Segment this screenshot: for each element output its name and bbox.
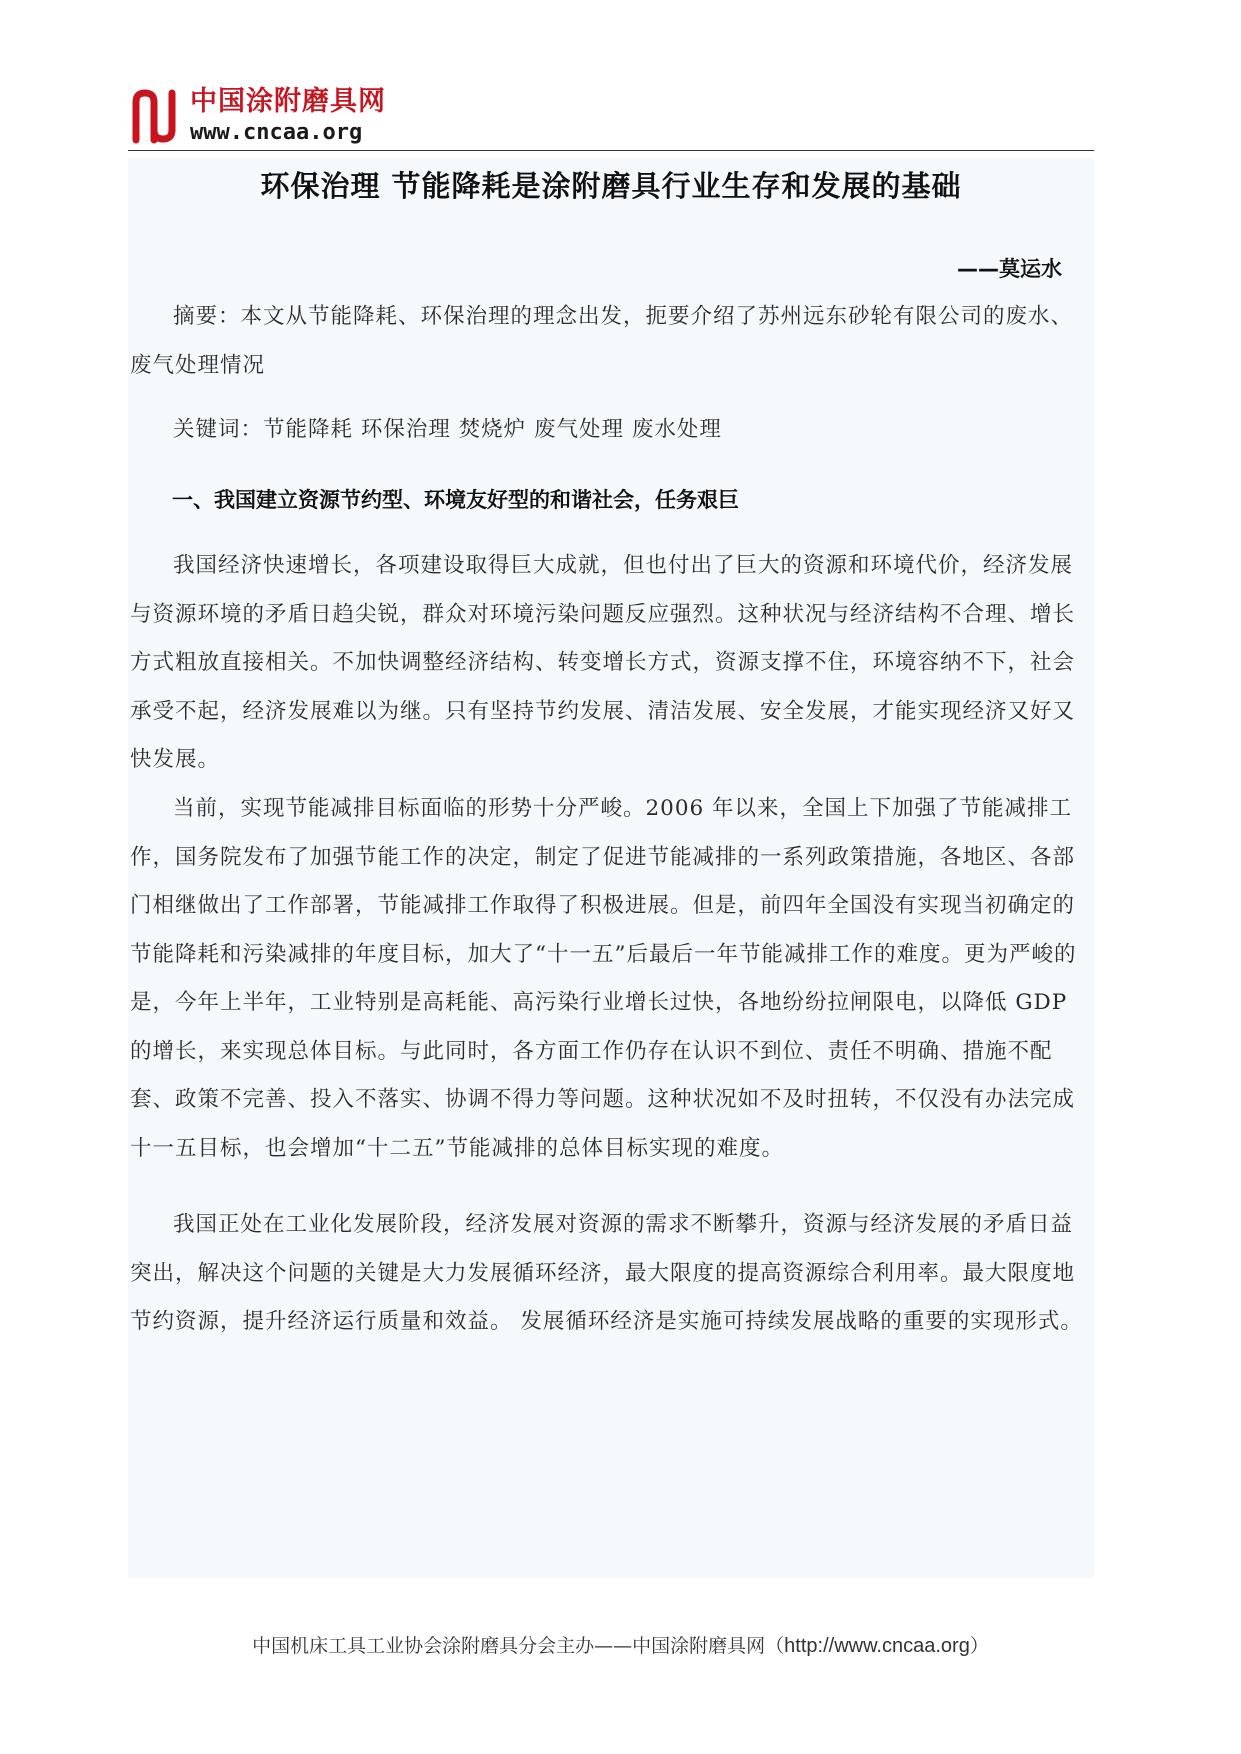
page-header (128, 84, 1094, 152)
abstract-paragraph: 摘要：本文从节能降耗、环保治理的理念出发，扼要介绍了苏州远东砂轮有限公司的废水、废气处理情况 (130, 304, 1074, 378)
article-title: 环保治理 节能降耗是涂附磨具行业生存和发展的基础 (260, 169, 962, 203)
body-paragraph: 当前，实现节能减排目标面临的形势十分严峻。2006 年以来，全国上下加强了节能减排工作，国务院发布了加强节能工作的决定，制定了促进节能减排的一系列政策措施，各地区、各部门相继做出了工作部署，节能减排工作取得了积极进展。但是，前四年全国没有实现当初确定的节能降耗和污染减排的年度目标，加大了“十一五”后最后一年节能减排工作的难度。更为严峻的是，今年上半年，工业特别是高耗能、高污染行业增长过快，各地纷纷拉闸限电，以降低 GDP 的增长，来实现总体目标。与此同时，各方面工作仍存在认识不到位、责任不明确、措施不配套、政策不完善、投入不落实、协调不得力等问题。这种状况如不及时扭转，不仅没有办法完成十一五目标，也会增加“十二五”节能减排的总体目标实现的难度。 (130, 796, 1077, 1161)
logo-site-name: 中国涂附磨具网 (190, 86, 386, 117)
article-body (128, 158, 1094, 1578)
cncaa-logo-icon (131, 88, 177, 144)
section-heading: 一、我国建立资源节约型、环境友好型的和谐社会，任务艰巨 (172, 488, 739, 512)
body-paragraph: 我国正处在工业化发展阶段，经济发展对资源的需求不断攀升，资源与经济发展的矛盾日益突出，解决这个问题的关键是大力发展循环经济，最大限度的提高资源综合利用率。最大限度地节约资源，提升经济运行质量和效益。 发展循环经济是实施可持续发展战略的重要的实现形式。 (130, 1212, 1083, 1334)
keywords-line: 关键词：节能降耗 环保治理 焚烧炉 废气处理 废水处理 (173, 417, 722, 442)
footer-link[interactable]: http://www.cncaa.org (784, 1635, 970, 1657)
logo-site-url[interactable]: www.cncaa.org (190, 120, 363, 145)
page-footer (0, 1632, 1241, 1660)
body-paragraph: 我国经济快速增长，各项建设取得巨大成就，但也付出了巨大的资源和环境代价，经济发展与资源环境的矛盾日趋尖锐，群众对环境污染问题反应强烈。这种状况与经济结构不合理、增长方式粗放直接相关。不加快调整经济结构、转变增长方式，资源支撑不住，环境容纳不下，社会承受不起，经济发展难以为继。只有坚持节约发展、清洁发展、安全发展，才能实现经济又好又快发展。 (130, 553, 1076, 772)
footer-text-end: ） (969, 1635, 989, 1657)
footer-text: 中国机床工具工业协会涂附磨具分会主办——中国涂附磨具网（ (252, 1635, 785, 1657)
article-author: ——莫运水 (957, 257, 1062, 281)
header-divider (128, 150, 1094, 151)
